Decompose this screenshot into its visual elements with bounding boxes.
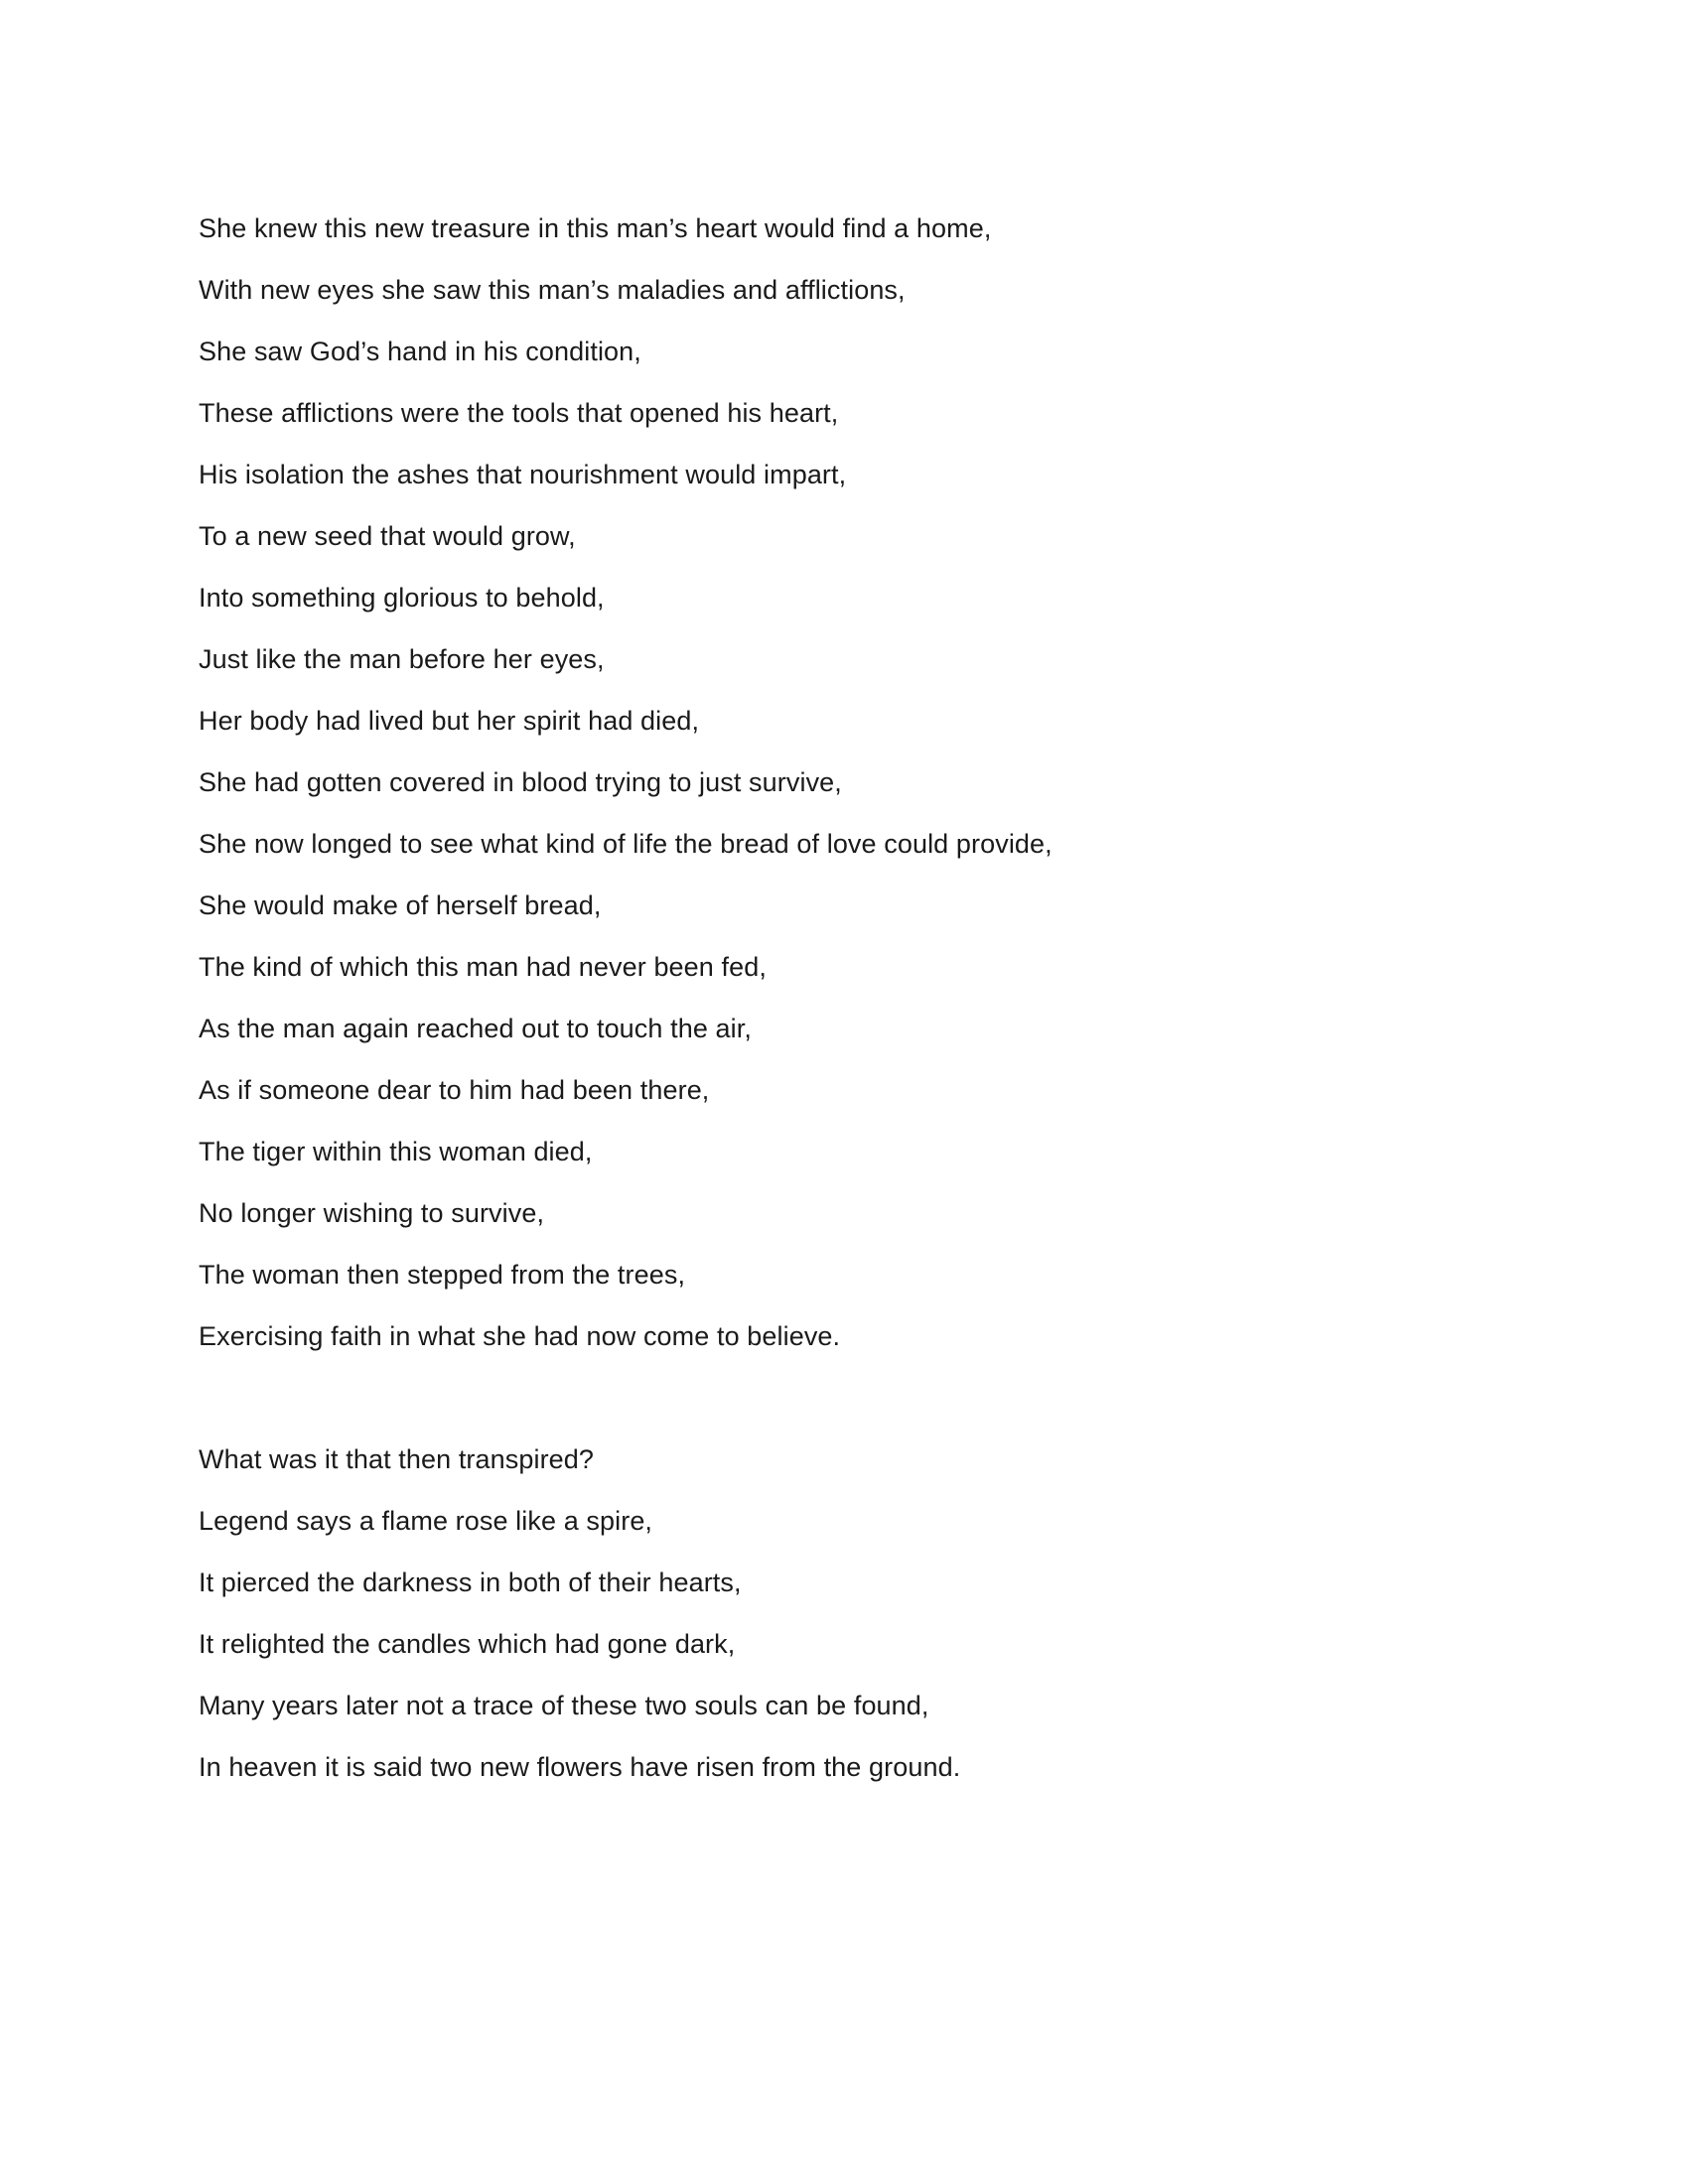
poem-stanza-2: [199, 1429, 1489, 1798]
stanza-break: [199, 1367, 1489, 1429]
poem-line: Into something glorious to behold,: [199, 583, 605, 613]
poem-line: No longer wishing to survive,: [199, 1198, 545, 1228]
poem-line: As if someone dear to him had been there,: [199, 1075, 710, 1105]
poem-line: His isolation the ashes that nourishment would impart,: [199, 460, 847, 489]
poem-line: Legend says a flame rose like a spire,: [199, 1506, 653, 1536]
poem-line: The tiger within this woman died,: [199, 1137, 593, 1166]
poem-line: As the man again reached out to touch the air,: [199, 1014, 752, 1043]
poem-line: It relighted the candles which had gone dark,: [199, 1629, 736, 1659]
poem-line: She had gotten covered in blood trying to just survive,: [199, 767, 842, 797]
poem-line: What was it that then transpired?: [199, 1444, 595, 1474]
poem-line: She now longed to see what kind of life the bread of love could provide,: [199, 829, 1053, 859]
poem-body: [199, 198, 1489, 1798]
poem-line: Exercising faith in what she had now come to believe.: [199, 1321, 841, 1351]
poem-line: She knew this new treasure in this man’s heart would find a home,: [199, 213, 992, 243]
poem-line: These afflictions were the tools that opened his heart,: [199, 398, 839, 428]
poem-line: To a new seed that would grow,: [199, 521, 576, 551]
poem-line: She would make of herself bread,: [199, 890, 602, 920]
poem-line: Just like the man before her eyes,: [199, 644, 605, 674]
poem-line: The kind of which this man had never been fed,: [199, 952, 767, 982]
poem-line: She saw God’s hand in his condition,: [199, 337, 641, 366]
poem-line: With new eyes she saw this man’s maladies and afflictions,: [199, 275, 906, 305]
poem-line: In heaven it is said two new flowers have risen from the ground.: [199, 1752, 961, 1782]
poem-line: Her body had lived but her spirit had died,: [199, 706, 700, 736]
poem-line: Many years later not a trace of these two souls can be found,: [199, 1691, 929, 1720]
poem-line: It pierced the darkness in both of their hearts,: [199, 1568, 742, 1597]
poem-stanza-1: [199, 198, 1489, 1367]
poem-line: The woman then stepped from the trees,: [199, 1260, 686, 1290]
